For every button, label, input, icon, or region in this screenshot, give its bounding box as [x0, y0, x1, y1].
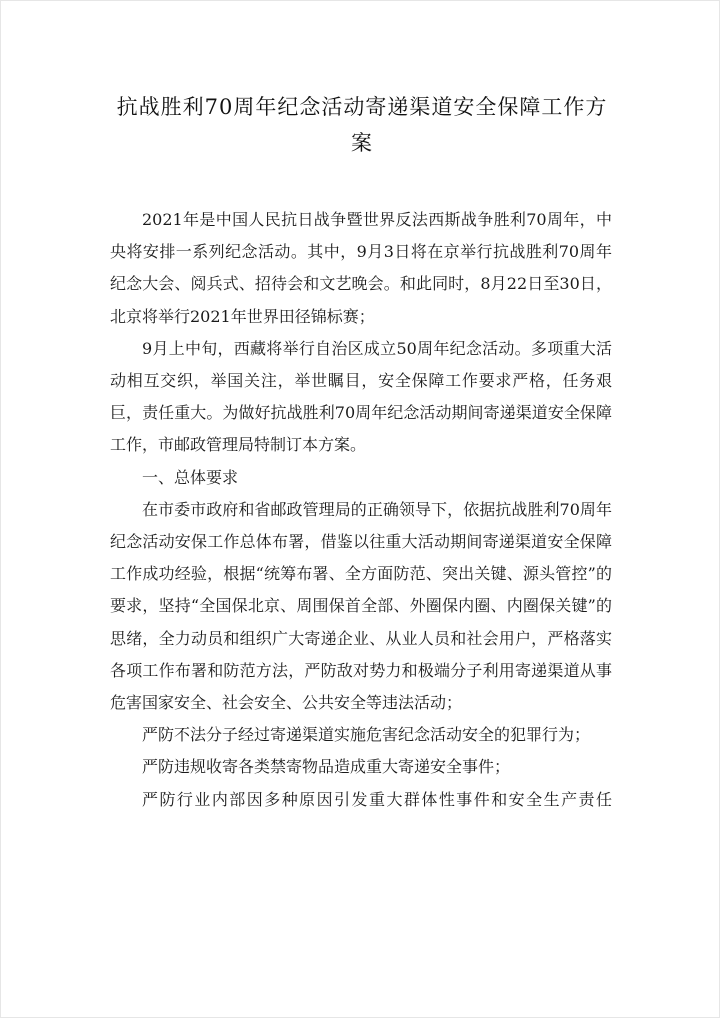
paragraph-2: 9月上中旬，西藏将举行自治区成立50周年纪念活动。多项重大活动相互交织，举国关注，举世瞩目，安全保障工作要求严格，任务艰巨，责任重大。为做好抗战胜利70周年纪念活动期间寄递渠道安全保障工作，市邮政管理局特制订本方案。 [110, 338, 612, 455]
document-title: 抗战胜利70周年纪念活动寄递渠道安全保障工作方案 [116, 95, 608, 155]
paragraph-1: 2021年是中国人民抗日战争暨世界反法西斯战争胜利70周年，中央将安排一系列纪念活动。其中，9月3日将在京举行抗战胜利70周年纪念大会、阅兵式、招待会和文艺晚会。和此同时，8月22日至30日，北京将举行2021年世界田径锦标赛； [110, 210, 612, 326]
paragraph-3: 在市委市政府和省邮政管理局的正确领导下，依据抗战胜利70周年纪念活动安保工作总体布署，借鉴以往重大活动期间寄递渠道安全保障工作成功经验，根据“统筹布署、全方面防范、突出关键、源头管控”的要求，坚持“全国保北京、周围保首全部、外圈保内圈、内圈保关键”的思绪，全力动员和组织广大寄递企业、从业人员和社会用户，严格落实各项工作布署和防范方法，严防敌对势力和极端分子利用寄递渠道从事危害国家安全、社会安全、公共安全等违法活动； [110, 499, 612, 713]
document-body [110, 204, 612, 816]
paragraph-6: 严防行业内部因多种原因引发重大群体性事件和安全生产责任 [142, 789, 612, 809]
paragraph-5: 严防违规收寄各类禁寄物品造成重大寄递安全事件； [142, 757, 511, 777]
paragraph-4: 严防不法分子经过寄递渠道实施危害纪念活动安全的犯罪行为； [142, 725, 591, 745]
section-heading-general-requirements: 一、总体要求 [142, 467, 239, 487]
